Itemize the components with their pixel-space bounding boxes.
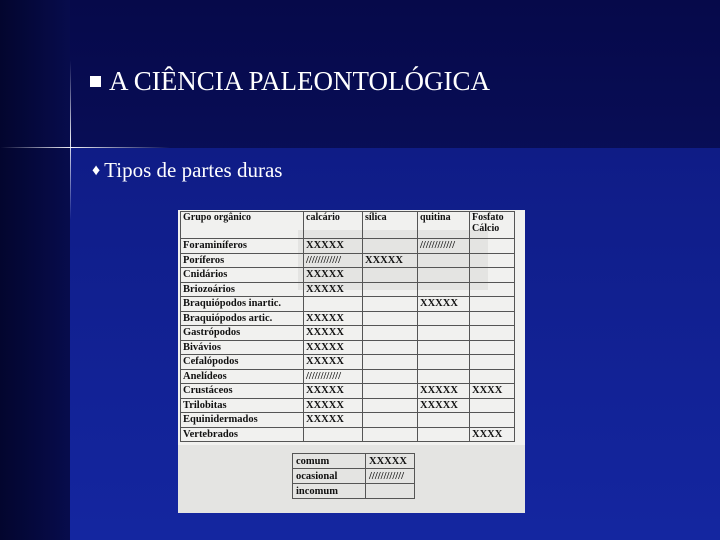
calcario-cell: XXXXX <box>304 326 363 341</box>
table-row <box>181 326 515 341</box>
fosfato-cell <box>470 369 515 384</box>
table-row <box>181 427 515 442</box>
calcario-cell: XXXXX <box>304 282 363 297</box>
table-row <box>181 398 515 413</box>
group-name-cell: Braquiópodos inartic. <box>181 297 304 312</box>
table-row <box>181 311 515 326</box>
quitina-cell <box>418 413 470 428</box>
quitina-cell <box>418 326 470 341</box>
decor-horizontal-line <box>0 147 170 148</box>
calcario-cell: XXXXX <box>304 355 363 370</box>
table-row <box>181 340 515 355</box>
fosfato-cell <box>470 268 515 283</box>
fosfato-cell: XXXX <box>470 427 515 442</box>
legend-symbol: XXXXX <box>366 454 415 469</box>
silica-cell <box>363 297 418 312</box>
decor-vertical-line <box>70 60 71 220</box>
calcario-cell: XXXXX <box>304 311 363 326</box>
legend-row <box>293 484 415 499</box>
group-name-cell: Vertebrados <box>181 427 304 442</box>
calcario-cell: XXXXX <box>304 268 363 283</box>
legend-row <box>293 469 415 484</box>
silica-cell: XXXXX <box>363 253 418 268</box>
legend-table <box>292 453 415 499</box>
fosfato-cell <box>470 326 515 341</box>
quitina-cell <box>418 282 470 297</box>
legend-symbol <box>366 484 415 499</box>
table-row <box>181 355 515 370</box>
silica-cell <box>363 413 418 428</box>
quitina-cell <box>418 311 470 326</box>
silica-cell <box>363 398 418 413</box>
fosfato-cell: XXXX <box>470 384 515 399</box>
silica-cell <box>363 384 418 399</box>
silica-cell <box>363 311 418 326</box>
silica-cell <box>363 369 418 384</box>
silica-cell <box>363 239 418 254</box>
fosfato-cell <box>470 253 515 268</box>
quitina-cell <box>418 268 470 283</box>
quitina-cell <box>418 253 470 268</box>
legend-row <box>293 454 415 469</box>
table-row <box>181 239 515 254</box>
calcario-cell <box>304 427 363 442</box>
quitina-cell: //////////// <box>418 239 470 254</box>
legend-label: ocasional <box>293 469 366 484</box>
calcario-cell: XXXXX <box>304 398 363 413</box>
silica-cell <box>363 268 418 283</box>
group-name-cell: Equinidermados <box>181 413 304 428</box>
quitina-cell: XXXXX <box>418 398 470 413</box>
legend-symbol: //////////// <box>366 469 415 484</box>
header-quitina: quitina <box>418 212 470 239</box>
table-row <box>181 282 515 297</box>
table-body <box>181 239 515 442</box>
calcario-cell: XXXXX <box>304 239 363 254</box>
quitina-cell <box>418 427 470 442</box>
table-row <box>181 384 515 399</box>
table-row <box>181 413 515 428</box>
silica-cell <box>363 340 418 355</box>
header-silica: sílica <box>363 212 418 239</box>
group-name-cell: Cefalópodos <box>181 355 304 370</box>
table-header-row <box>181 212 515 239</box>
quitina-cell: XXXXX <box>418 297 470 312</box>
group-name-cell: Anelídeos <box>181 369 304 384</box>
group-name-cell: Cnidários <box>181 268 304 283</box>
group-name-cell: Foraminíferos <box>181 239 304 254</box>
fosfato-cell <box>470 340 515 355</box>
silica-cell <box>363 427 418 442</box>
slide-subtitle-text: Tipos de partes duras <box>104 158 283 182</box>
fosfato-cell <box>470 355 515 370</box>
group-name-cell: Gastrópodos <box>181 326 304 341</box>
slide-subtitle <box>92 158 282 183</box>
header-calcario: calcário <box>304 212 363 239</box>
calcario-cell <box>304 297 363 312</box>
scanned-table-image <box>178 210 525 513</box>
silica-cell <box>363 282 418 297</box>
table-row <box>181 369 515 384</box>
calcario-cell: //////////// <box>304 369 363 384</box>
group-name-cell: Braquiópodos artic. <box>181 311 304 326</box>
calcario-cell: XXXXX <box>304 340 363 355</box>
header-grupo: Grupo orgânico <box>181 212 304 239</box>
silica-cell <box>363 355 418 370</box>
table-row <box>181 268 515 283</box>
calcario-cell: //////////// <box>304 253 363 268</box>
header-fosfato: Fosfato Cálcio <box>470 212 515 239</box>
group-name-cell: Bivávios <box>181 340 304 355</box>
left-decor-band <box>0 0 70 540</box>
hard-parts-table <box>180 211 515 442</box>
quitina-cell <box>418 340 470 355</box>
table-row <box>181 297 515 312</box>
group-name-cell: Crustáceos <box>181 384 304 399</box>
fosfato-cell <box>470 239 515 254</box>
fosfato-cell <box>470 413 515 428</box>
quitina-cell <box>418 355 470 370</box>
legend-body <box>293 454 415 499</box>
calcario-cell: XXXXX <box>304 384 363 399</box>
slide-title <box>90 66 490 97</box>
legend-label: comum <box>293 454 366 469</box>
square-bullet-icon <box>90 76 101 87</box>
quitina-cell: XXXXX <box>418 384 470 399</box>
fosfato-cell <box>470 297 515 312</box>
group-name-cell: Poríferos <box>181 253 304 268</box>
diamond-bullet-icon: ♦ <box>92 162 101 179</box>
fosfato-cell <box>470 398 515 413</box>
slide-title-text: A CIÊNCIA PALEONTOLÓGICA <box>109 66 491 96</box>
group-name-cell: Briozoários <box>181 282 304 297</box>
table-row <box>181 253 515 268</box>
fosfato-cell <box>470 311 515 326</box>
group-name-cell: Trilobitas <box>181 398 304 413</box>
silica-cell <box>363 326 418 341</box>
legend-label: incomum <box>293 484 366 499</box>
calcario-cell: XXXXX <box>304 413 363 428</box>
fosfato-cell <box>470 282 515 297</box>
quitina-cell <box>418 369 470 384</box>
